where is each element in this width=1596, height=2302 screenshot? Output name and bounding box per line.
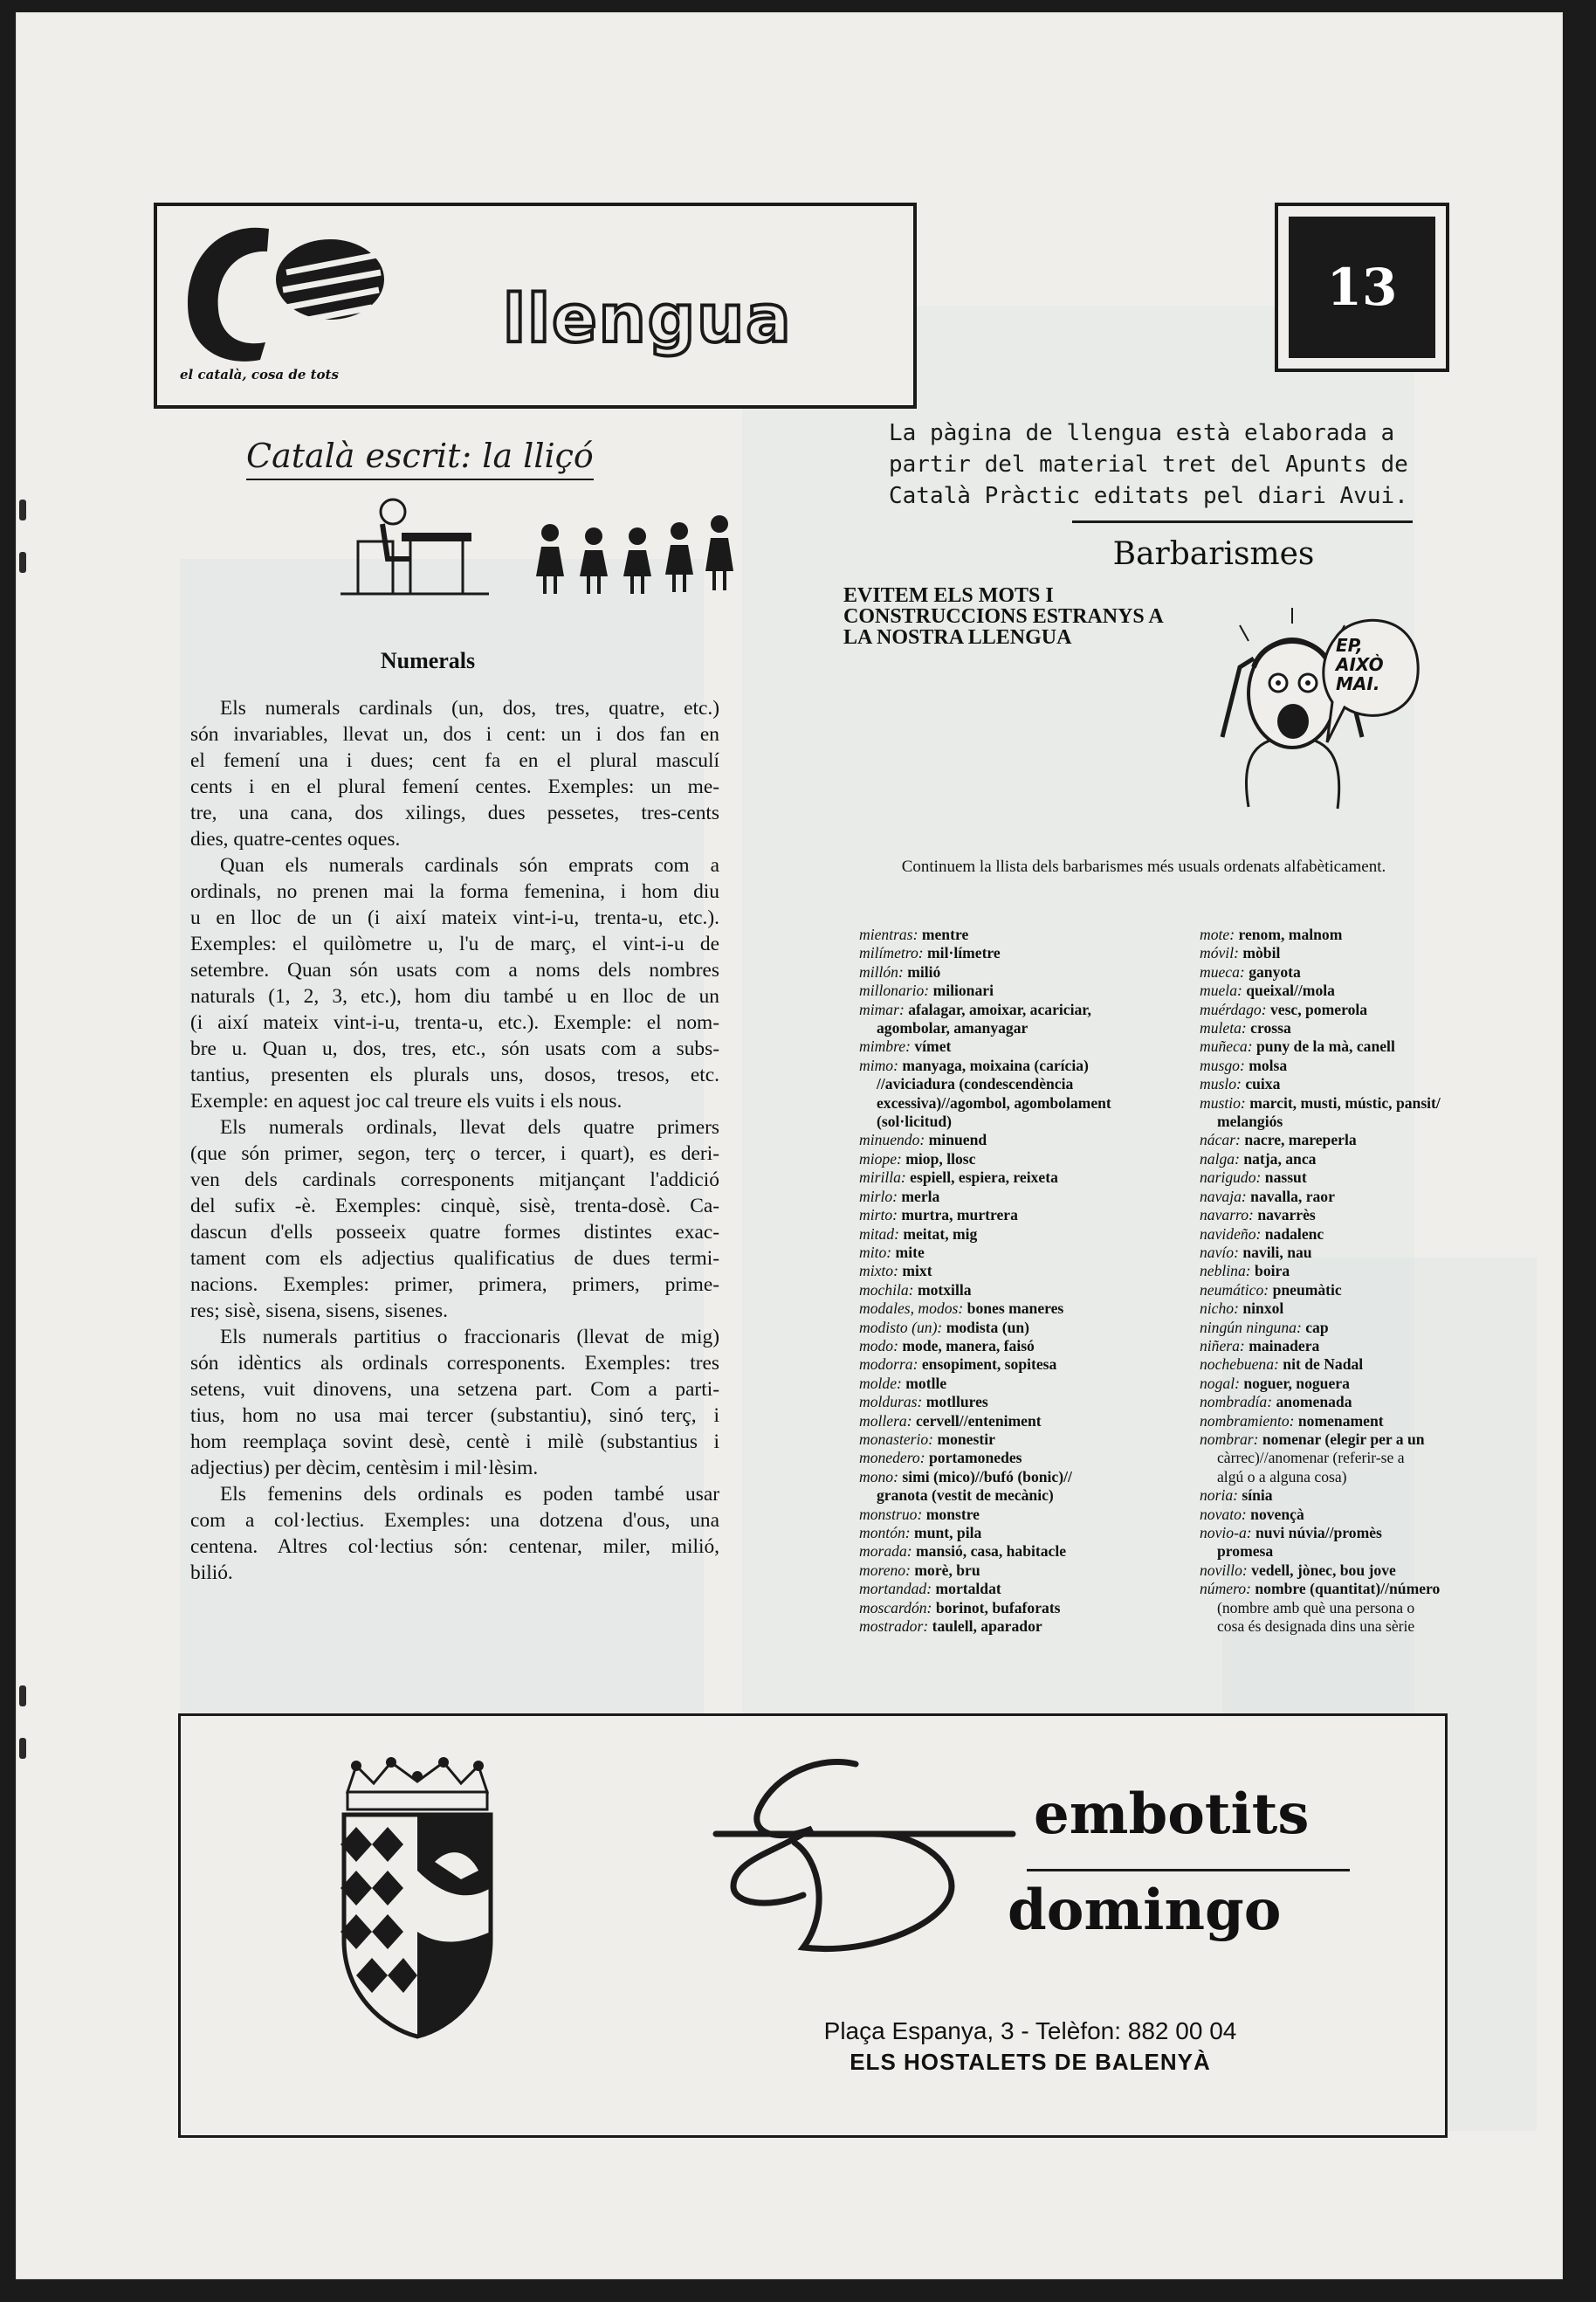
glossary-definition: renom, malnom <box>1238 926 1343 943</box>
lesson-paragraph <box>161 1114 719 1324</box>
glossary-term: monstruo: <box>859 1505 923 1523</box>
glossary-definition: natja, anca <box>1243 1149 1317 1168</box>
glossary-entry <box>859 1262 1182 1280</box>
barbarismes-title: Barbarismes <box>1112 536 1315 572</box>
intro-line: partir del material tret del Apunts de <box>889 451 1408 478</box>
glossary-definition: motlle <box>905 1374 947 1392</box>
glossary-term: minuendo: <box>859 1131 925 1149</box>
glossary-definition: monstre <box>925 1505 980 1523</box>
logo-caption: el català, cosa de tots <box>180 367 339 383</box>
glossary-entry <box>859 1225 1182 1244</box>
glossary-entry <box>1200 1580 1496 1598</box>
glossary-entry <box>859 1580 1182 1598</box>
glossary-entry <box>1200 1225 1496 1244</box>
glossary-definition: algú o a alguna cosa) <box>1217 1467 1347 1485</box>
glossary-definition: nomenament <box>1297 1411 1384 1430</box>
glossary-definition: crossa <box>1250 1019 1291 1037</box>
glossary-definition: mortaldat <box>935 1580 1001 1598</box>
glossary-definition: (sol·licitud) <box>877 1113 953 1131</box>
glossary-term: modo: <box>859 1336 898 1354</box>
glossary-definition: merla <box>901 1187 940 1205</box>
glossary-definition: cervell//enteniment <box>916 1411 1042 1430</box>
glossary-entry <box>1200 926 1496 944</box>
lesson-line: Els femenins dels ordinals es poden també usar <box>220 1483 719 1506</box>
glossary-term: mortandad: <box>859 1580 932 1598</box>
glossary-term: mustio: <box>1200 1093 1246 1112</box>
glossary-entry <box>859 1037 1182 1056</box>
glossary-term: niñera: <box>1200 1336 1245 1354</box>
glossary-entry <box>859 1430 1182 1449</box>
lesson-body <box>161 695 719 1586</box>
glossary-term: molde: <box>859 1374 902 1392</box>
glossary-entry <box>1200 963 1496 982</box>
glossary-definition: simi (mico)//bufó (bonic)// <box>902 1467 1072 1485</box>
glossary-term: mientras: <box>859 926 918 943</box>
glossary-entry <box>859 1355 1182 1374</box>
glossary-term: muslo: <box>1200 1075 1242 1093</box>
lesson-line: tius, hom no usa mai tercer (substantiu), sinó terç, i <box>190 1404 719 1427</box>
glossary-definition: manyaga, moixaina (carícia) <box>902 1056 1089 1074</box>
glossary-column-1 <box>859 926 1182 1636</box>
glossary-entry <box>1200 944 1496 962</box>
glossary-definition: cosa és designada dins una sèrie <box>1217 1617 1415 1636</box>
glossary-term: montón: <box>859 1524 911 1541</box>
glossary-definition: navarrès <box>1257 1206 1316 1224</box>
glossary-definition: bones maneres <box>967 1299 1064 1318</box>
glossary-entry <box>859 963 1182 982</box>
glossary-term: nogal: <box>1200 1374 1240 1392</box>
glossary-definition: borinot, bufaforats <box>935 1598 1061 1616</box>
lesson-line: tre, una cana, dos xilings, dues pessetes, tres-cents <box>190 802 719 824</box>
glossary-definition: mil·límetre <box>927 944 1001 962</box>
glossary-entry <box>859 1319 1182 1337</box>
glossary-entry <box>1200 1506 1496 1524</box>
glossary-entry <box>1200 1262 1496 1280</box>
glossary-entry <box>859 1131 1182 1149</box>
glossary-definition: marcit, musti, mústic, pansit/ <box>1249 1093 1441 1112</box>
lesson-line: del sufix -è. Exemples: cinquè, sisè, trenta-dosè. Ca- <box>190 1195 719 1217</box>
glossary-term: monedero: <box>859 1449 925 1467</box>
glossary-entry <box>859 1506 1182 1524</box>
lesson-line: bre u. Quan u, dos, tres, etc., són usats com a subs- <box>190 1037 719 1060</box>
glossary-definition: vesc, pomerola <box>1269 1000 1368 1018</box>
glossary-entry <box>859 1375 1182 1393</box>
glossary-definition: miop, llosc <box>905 1149 976 1168</box>
glossary-entry <box>1200 1524 1496 1542</box>
lesson-line: tament com els adjectius qualificatius de dues termi- <box>190 1247 719 1270</box>
lesson-paragraph <box>161 852 719 1114</box>
glossary-definition: ninxol <box>1242 1299 1284 1318</box>
glossary-term: nochebuena: <box>1200 1355 1279 1374</box>
lesson-line: com a col·lectius. Exemples: una dotzena d'ous, una <box>190 1509 719 1532</box>
catala-logo-icon <box>164 211 391 386</box>
intro-line: Català Pràctic editats pel diari Avui. <box>889 483 1408 509</box>
ad-address: Plaça Espanya, 3 - Telèfon: 882 00 04 <box>823 2017 1237 2044</box>
glossary-term: navideño: <box>1200 1224 1262 1243</box>
glossary-definition: promesa <box>1217 1542 1274 1561</box>
glossary-entry <box>1200 1131 1496 1149</box>
glossary-term: musgo: <box>1200 1056 1245 1074</box>
glossary-entry <box>1200 1057 1496 1075</box>
bubble-line: AIXÒ <box>1336 654 1384 675</box>
lesson-line: res; sisè, sisena, sisens, sisenes. <box>190 1299 448 1322</box>
glossary-term: navarro: <box>1200 1206 1254 1224</box>
glossary-entry <box>1200 1617 1496 1636</box>
page-number-box <box>1275 203 1449 372</box>
glossary-term: mirlo: <box>859 1187 898 1205</box>
glossary-term: morada: <box>859 1542 912 1561</box>
glossary-entry <box>1200 1150 1496 1168</box>
glossary-entry <box>859 1113 1182 1131</box>
glossary-term: miope: <box>859 1149 902 1168</box>
glossary-definition: mode, manera, faisó <box>902 1336 1035 1354</box>
glossary-entry <box>1200 1468 1496 1486</box>
speech-bubble-text <box>1336 636 1384 693</box>
glossary-term: mirto: <box>859 1206 898 1224</box>
glossary-definition: excessiva)//agombol, agombolament <box>877 1093 1111 1112</box>
lesson-line: són idèntics als ordinals corresponents. Exemples: tres <box>190 1352 719 1375</box>
lesson-line: u en lloc de un (i així mateix vint-i-u, trenta-u, etc.). <box>190 906 719 929</box>
glossary-term: número: <box>1200 1580 1251 1598</box>
glossary-term: mitad: <box>859 1224 899 1243</box>
glossary-entry <box>1200 1449 1496 1467</box>
glossary-term: neumático: <box>1200 1280 1269 1299</box>
glossary-entry <box>1200 1037 1496 1056</box>
glossary-entry <box>859 1094 1182 1113</box>
glossary-entry <box>1200 1188 1496 1206</box>
glossary-term: novillo: <box>1200 1561 1248 1579</box>
lesson-line: dascun d'ells posseeix quatre formes distintes exac- <box>190 1221 719 1244</box>
glossary-term: mostrador: <box>859 1617 929 1636</box>
coat-of-arms-icon <box>330 1757 505 2045</box>
glossary-definition: nombre (quantitat)//número <box>1255 1580 1441 1598</box>
glossary-definition: mòbil <box>1242 944 1281 962</box>
glossary-entry <box>1200 1430 1496 1449</box>
glossary-entry <box>1200 1319 1496 1337</box>
glossary-entry <box>1200 1075 1496 1093</box>
glossary-definition: nomenar (elegir per a un <box>1262 1430 1425 1448</box>
glossary-definition: navili, nau <box>1242 1243 1312 1261</box>
glossary-definition: afalagar, amoixar, acariciar, <box>908 1000 1091 1018</box>
glossary-term: millonario: <box>859 982 930 1000</box>
lesson-line: adjectius) per dècim, centèsim i mil·lèsim. <box>190 1457 539 1479</box>
lesson-line: Els numerals partitius o fraccionaris (llevat de mig) <box>220 1326 719 1348</box>
glossary-term: mimbre: <box>859 1037 911 1056</box>
glossary-entry <box>859 1244 1182 1262</box>
glossary-definition: minuend <box>928 1131 987 1149</box>
glossary-term: nombradía: <box>1200 1393 1273 1411</box>
glossary-definition: milionari <box>932 982 994 1000</box>
glossary-definition: nacre, mareperla <box>1244 1131 1357 1149</box>
glossary-definition: milió <box>907 962 941 981</box>
glossary-entry <box>1200 1393 1496 1411</box>
lesson-line: Els numerals ordinals, llevat dels quatre primers <box>220 1116 719 1139</box>
glossary-definition: puny de la mà, canell <box>1255 1037 1395 1056</box>
glossary-definition: agombolar, amanyagar <box>877 1019 1028 1037</box>
lesson-line: bilió. <box>190 1561 233 1584</box>
glossary-term: navío: <box>1200 1243 1239 1261</box>
glossary-column-2 <box>1200 926 1496 1636</box>
glossary-term: modisto (un): <box>859 1318 943 1336</box>
lesson-line: Els numerals cardinals (un, dos, tres, quatre, etc.) <box>220 697 719 720</box>
glossary-entry <box>859 1188 1182 1206</box>
glossary-term: mimar: <box>859 1000 905 1018</box>
subtitle-line: LA NOSTRA LLENGUA <box>843 626 1072 649</box>
lesson-line: centena. Altres col·lectius són: centenar, miler, milió, <box>190 1535 719 1558</box>
glossary-definition: ensopiment, sopitesa <box>921 1355 1057 1374</box>
lesson-line: el femení una i dues; cent fa en el plural masculí <box>190 749 719 772</box>
glossary-entry <box>859 1449 1182 1467</box>
glossary-definition: morè, bru <box>914 1561 980 1579</box>
glossary-term: mirilla: <box>859 1168 906 1187</box>
lesson-title: Català escrit: la lliçó <box>246 437 594 475</box>
glossary-entry <box>859 1561 1182 1580</box>
glossary-definition: modista (un) <box>946 1318 1030 1336</box>
glossary-term: mixto: <box>859 1262 898 1280</box>
glossary-definition: novençà <box>1250 1505 1304 1523</box>
glossary-definition: nassut <box>1264 1168 1307 1187</box>
glossary-entry <box>859 1299 1182 1318</box>
lesson-line: tantius, presenten els plurals uns, dosos, tresos, etc. <box>190 1064 719 1086</box>
barbarismes-intro: Continuem la llista dels barbarismes més usuals ordenats alfabèticament. <box>901 858 1386 876</box>
glossary-entry <box>1200 1206 1496 1224</box>
glossary-definition: vímet <box>914 1037 952 1056</box>
glossary-definition: granota (vestit de mecànic) <box>877 1486 1054 1505</box>
glossary-term: nalga: <box>1200 1149 1240 1168</box>
glossary-definition: taulell, aparador <box>932 1617 1042 1636</box>
bubble-line: MAI. <box>1336 673 1380 694</box>
glossary-term: monasterio: <box>859 1430 934 1448</box>
lesson-line: dies, quatre-centes oques. <box>190 828 401 851</box>
numerals-heading: Numerals <box>380 648 476 673</box>
ad-brand-line-1: embotits <box>1034 1782 1310 1847</box>
glossary-term: navaja: <box>1200 1187 1247 1205</box>
lesson-paragraph <box>161 695 719 852</box>
glossary-definition: motllures <box>925 1393 988 1411</box>
glossary-definition: ganyota <box>1249 962 1301 981</box>
glossary-term: nombrar: <box>1200 1430 1259 1448</box>
glossary-definition: cuixa <box>1245 1075 1281 1093</box>
lesson-paragraph <box>161 1324 719 1481</box>
lesson-line: (que són primer, segon, terç o tercer, i quart), es deri- <box>190 1142 719 1165</box>
subtitle-line: CONSTRUCCIONS ESTRANYS A <box>843 605 1164 628</box>
glossary-term: muérdago: <box>1200 1000 1267 1018</box>
glossary-entry <box>1200 1542 1496 1561</box>
lesson-line: (i així mateix vint-i-u, trenta-u, etc.). Exemple: el nom- <box>190 1011 719 1034</box>
glossary-definition: queixal//mola <box>1246 982 1335 1000</box>
section-header-box <box>154 203 917 409</box>
glossary-definition: meitat, mig <box>903 1224 978 1243</box>
glossary-definition: boira <box>1255 1262 1290 1280</box>
lesson-line: nacions. Exemples: primer, primera, primers, prime- <box>190 1273 719 1296</box>
glossary-definition: portamonedes <box>928 1449 1022 1467</box>
intro-note <box>889 417 1448 512</box>
glossary-entry <box>859 1337 1182 1355</box>
ed-monogram-logo <box>698 1738 1030 1965</box>
glossary-definition: espiell, espiera, reixeta <box>910 1168 1058 1187</box>
lesson-line: naturals (1, 2, 3, etc.), hom diu també u en lloc de un <box>190 985 719 1008</box>
glossary-entry <box>859 1542 1182 1561</box>
lesson-line: Exemple: en aquest joc cal treure els vuits i els nous. <box>190 1090 623 1113</box>
barbarismes-subtitle <box>843 585 1245 648</box>
glossary-definition: mite <box>895 1243 925 1261</box>
subtitle-line: EVITEM ELS MOTS I <box>843 584 1054 607</box>
lesson-line: hom reemplaça sovint desè, centè i milè (substantius i <box>190 1430 719 1453</box>
glossary-term: narigudo: <box>1200 1168 1262 1187</box>
glossary-definition: anomenada <box>1276 1393 1352 1411</box>
glossary-entry <box>859 1281 1182 1299</box>
glossary-definition: noguer, noguera <box>1243 1374 1350 1392</box>
page-number: 13 <box>1289 217 1435 358</box>
lesson-line: ordinals, no prenen mai la forma femenina, i hom diu <box>190 880 719 903</box>
glossary-definition: nit de Nadal <box>1283 1355 1364 1374</box>
glossary-definition: munt, pila <box>914 1524 982 1541</box>
glossary-entry <box>1200 1486 1496 1505</box>
glossary-entry <box>859 944 1182 962</box>
glossary-entry <box>1200 1299 1496 1318</box>
glossary-definition: mentre <box>921 926 969 943</box>
bubble-line: EP, <box>1336 635 1363 656</box>
glossary-definition: murtra, murtrera <box>901 1206 1018 1224</box>
ad-town: ELS HOSTALETS DE BALENYÀ <box>850 2049 1211 2075</box>
glossary-term: novio-a: <box>1200 1524 1252 1541</box>
glossary-term: mono: <box>859 1467 898 1485</box>
glossary-entry <box>859 1393 1182 1411</box>
glossary-definition: (nombre amb què una persona o <box>1217 1598 1415 1616</box>
intro-line: La pàgina de llengua està elaborada a <box>889 420 1395 446</box>
glossary-entry <box>859 1001 1182 1019</box>
glossary-entry <box>1200 1281 1496 1299</box>
glossary-term: nicho: <box>1200 1299 1239 1318</box>
glossary-term: ningún ninguna: <box>1200 1318 1302 1336</box>
glossary-entry <box>859 1617 1182 1636</box>
lesson-line: són invariables, llevat un, dos i cent: un i dos fan en <box>190 723 719 746</box>
glossary-term: mote: <box>1200 926 1235 943</box>
glossary-definition: sínia <box>1242 1486 1273 1505</box>
lesson-line: setens, vuit dinovens, una setzena part. Com a parti- <box>190 1378 719 1401</box>
glossary-entry <box>859 1057 1182 1075</box>
glossary-entry <box>1200 1019 1496 1037</box>
glossary-term: novato: <box>1200 1505 1247 1523</box>
glossary-term: mimo: <box>859 1056 898 1074</box>
glossary-entry <box>859 1524 1182 1542</box>
glossary-term: moreno: <box>859 1561 911 1579</box>
glossary-definition: cap <box>1305 1318 1329 1336</box>
lesson-line: ven dels cardinals corresponents mitjançant l'addició <box>190 1168 719 1191</box>
glossary-term: mueca: <box>1200 962 1245 981</box>
lesson-line: cents i en el plural femení centes. Exemples: un me- <box>190 775 719 798</box>
glossary-entry <box>859 1206 1182 1224</box>
glossary-term: mollera: <box>859 1411 912 1430</box>
glossary-entry <box>859 1468 1182 1486</box>
glossary-definition: càrrec)//anomenar (referir-se a <box>1217 1449 1405 1467</box>
glossary-entry <box>1200 1337 1496 1355</box>
glossary-definition: molsa <box>1249 1056 1288 1074</box>
lesson-line: Quan els numerals cardinals són emprats com a <box>220 854 719 877</box>
glossary-term: móvil: <box>1200 944 1239 962</box>
glossary-term: muleta: <box>1200 1019 1247 1037</box>
glossary-term: muñeca: <box>1200 1037 1253 1056</box>
glossary-term: millón: <box>859 962 904 981</box>
glossary-entry <box>859 1019 1182 1037</box>
glossary-entry <box>859 1150 1182 1168</box>
section-title: llengua <box>503 279 793 357</box>
glossary-term: milímetro: <box>859 944 924 962</box>
classroom-children-illustration <box>341 489 760 603</box>
glossary-entry <box>859 1168 1182 1187</box>
glossary-entry <box>1200 1375 1496 1393</box>
glossary-entry <box>859 982 1182 1000</box>
glossary-definition: mixt <box>902 1262 932 1280</box>
glossary-entry <box>1200 1168 1496 1187</box>
glossary-term: noria: <box>1200 1486 1238 1505</box>
glossary-entry <box>859 1599 1182 1617</box>
ad-rule <box>1027 1869 1350 1871</box>
glossary-term: nácar: <box>1200 1131 1241 1149</box>
glossary-definition: melangiós <box>1217 1113 1283 1131</box>
lesson-line: setembre. Quan són usats com a noms dels nombres <box>190 959 719 982</box>
lesson-paragraph <box>161 1481 719 1586</box>
lesson-line: Exemples: el quilòmetre u, l'u de març, el vint-i-u de <box>190 933 719 955</box>
glossary-term: mochila: <box>859 1280 914 1299</box>
glossary-entry <box>859 926 1182 944</box>
glossary-entry <box>859 1486 1182 1505</box>
glossary-definition: mainadera <box>1249 1336 1320 1354</box>
glossary-definition: nuvi núvia//promès <box>1255 1524 1382 1541</box>
ad-brand-line-2: domingo <box>1008 1878 1282 1943</box>
glossary-term: moscardón: <box>859 1598 932 1616</box>
glossary-definition: motxilla <box>917 1280 972 1299</box>
glossary-definition: mansió, casa, habitacle <box>916 1542 1067 1561</box>
glossary-entry <box>859 1075 1182 1093</box>
glossary-definition: pneumàtic <box>1272 1280 1342 1299</box>
glossary-term: molduras: <box>859 1393 923 1411</box>
glossary-term: modales, modos: <box>859 1299 964 1318</box>
glossary-definition: vedell, jònec, bou jove <box>1251 1561 1396 1579</box>
glossary-entry <box>859 1412 1182 1430</box>
glossary-term: neblina: <box>1200 1262 1251 1280</box>
glossary-entry <box>1200 1412 1496 1430</box>
glossary-entry <box>1200 1561 1496 1580</box>
glossary-definition: monestir <box>937 1430 995 1448</box>
glossary-entry <box>1200 1113 1496 1131</box>
divider-rule <box>1072 520 1413 523</box>
glossary-entry <box>1200 1599 1496 1617</box>
glossary-term: mito: <box>859 1243 892 1261</box>
glossary-entry <box>1200 1355 1496 1374</box>
glossary-entry <box>1200 1001 1496 1019</box>
glossary-term: muela: <box>1200 982 1242 1000</box>
glossary-definition: navalla, raor <box>1250 1187 1335 1205</box>
glossary-entry <box>1200 1244 1496 1262</box>
glossary-definition: //aviciadura (condescendència <box>877 1075 1074 1093</box>
glossary-entry <box>1200 1094 1496 1113</box>
glossary-definition: nadalenc <box>1264 1224 1324 1243</box>
glossary-term: modorra: <box>859 1355 918 1374</box>
glossary-term: nombramiento: <box>1200 1411 1295 1430</box>
glossary-entry <box>1200 982 1496 1000</box>
